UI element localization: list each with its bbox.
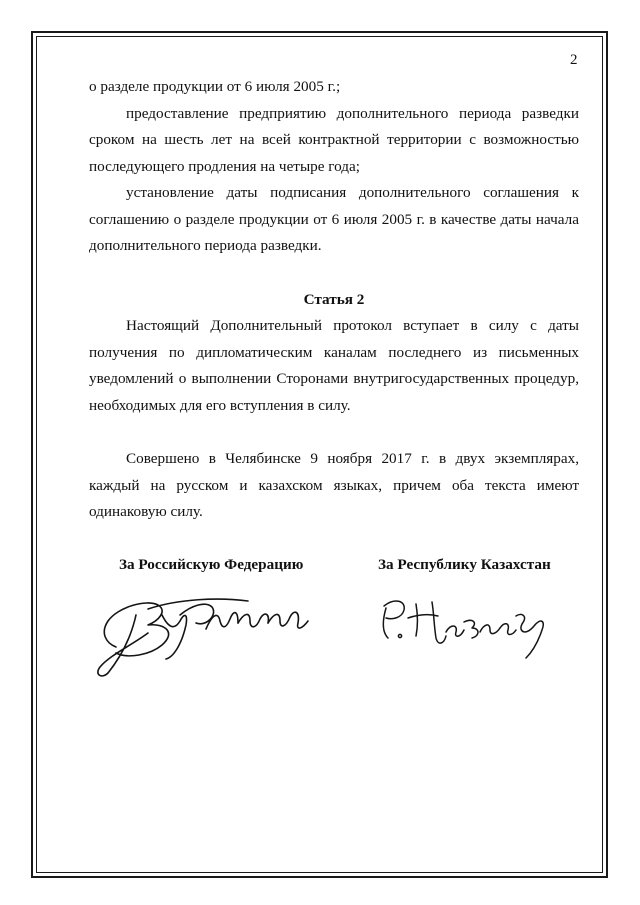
signature-label-kazakhstan: За Республику Казахстан: [378, 556, 551, 573]
page-number: 2: [570, 52, 578, 68]
signature-label-russia: За Российскую Федерацию: [119, 556, 304, 573]
spacer: [89, 419, 579, 446]
paragraph-continuation: о разделе продукции от 6 июля 2005 г.;: [89, 78, 341, 95]
paragraph-exploration-period: предоставление предприятию дополнительного периода разведки сроком на шесть лет на всей контрактной территории с возможностью последующего продления на четыре года;: [89, 104, 579, 175]
paragraph-entry-into-force: Настоящий Дополнительный протокол вступает в силу с даты получения по дипломатическим каналам последнего из письменных уведомлений о выполнении Сторонами внутригосударственных процедур, необходимых для его вступления в силу.: [89, 317, 579, 414]
signature-kazakhstan: [376, 592, 566, 662]
signature-russia: [88, 585, 328, 680]
paragraph-signing-date: установление даты подписания дополнительного соглашения к соглашению о разделе продукции от 6 июля 2005 г. в качестве даты начала дополнительного периода разведки.: [89, 184, 579, 254]
paragraph-done-at: Совершено в Челябинске 9 ноября 2017 г. в двух экземплярах, каждый на русском и казахском языках, причем оба текста имеют одинаковую силу.: [89, 450, 579, 520]
article-title: Статья 2: [303, 290, 365, 308]
document-body: [89, 74, 579, 526]
